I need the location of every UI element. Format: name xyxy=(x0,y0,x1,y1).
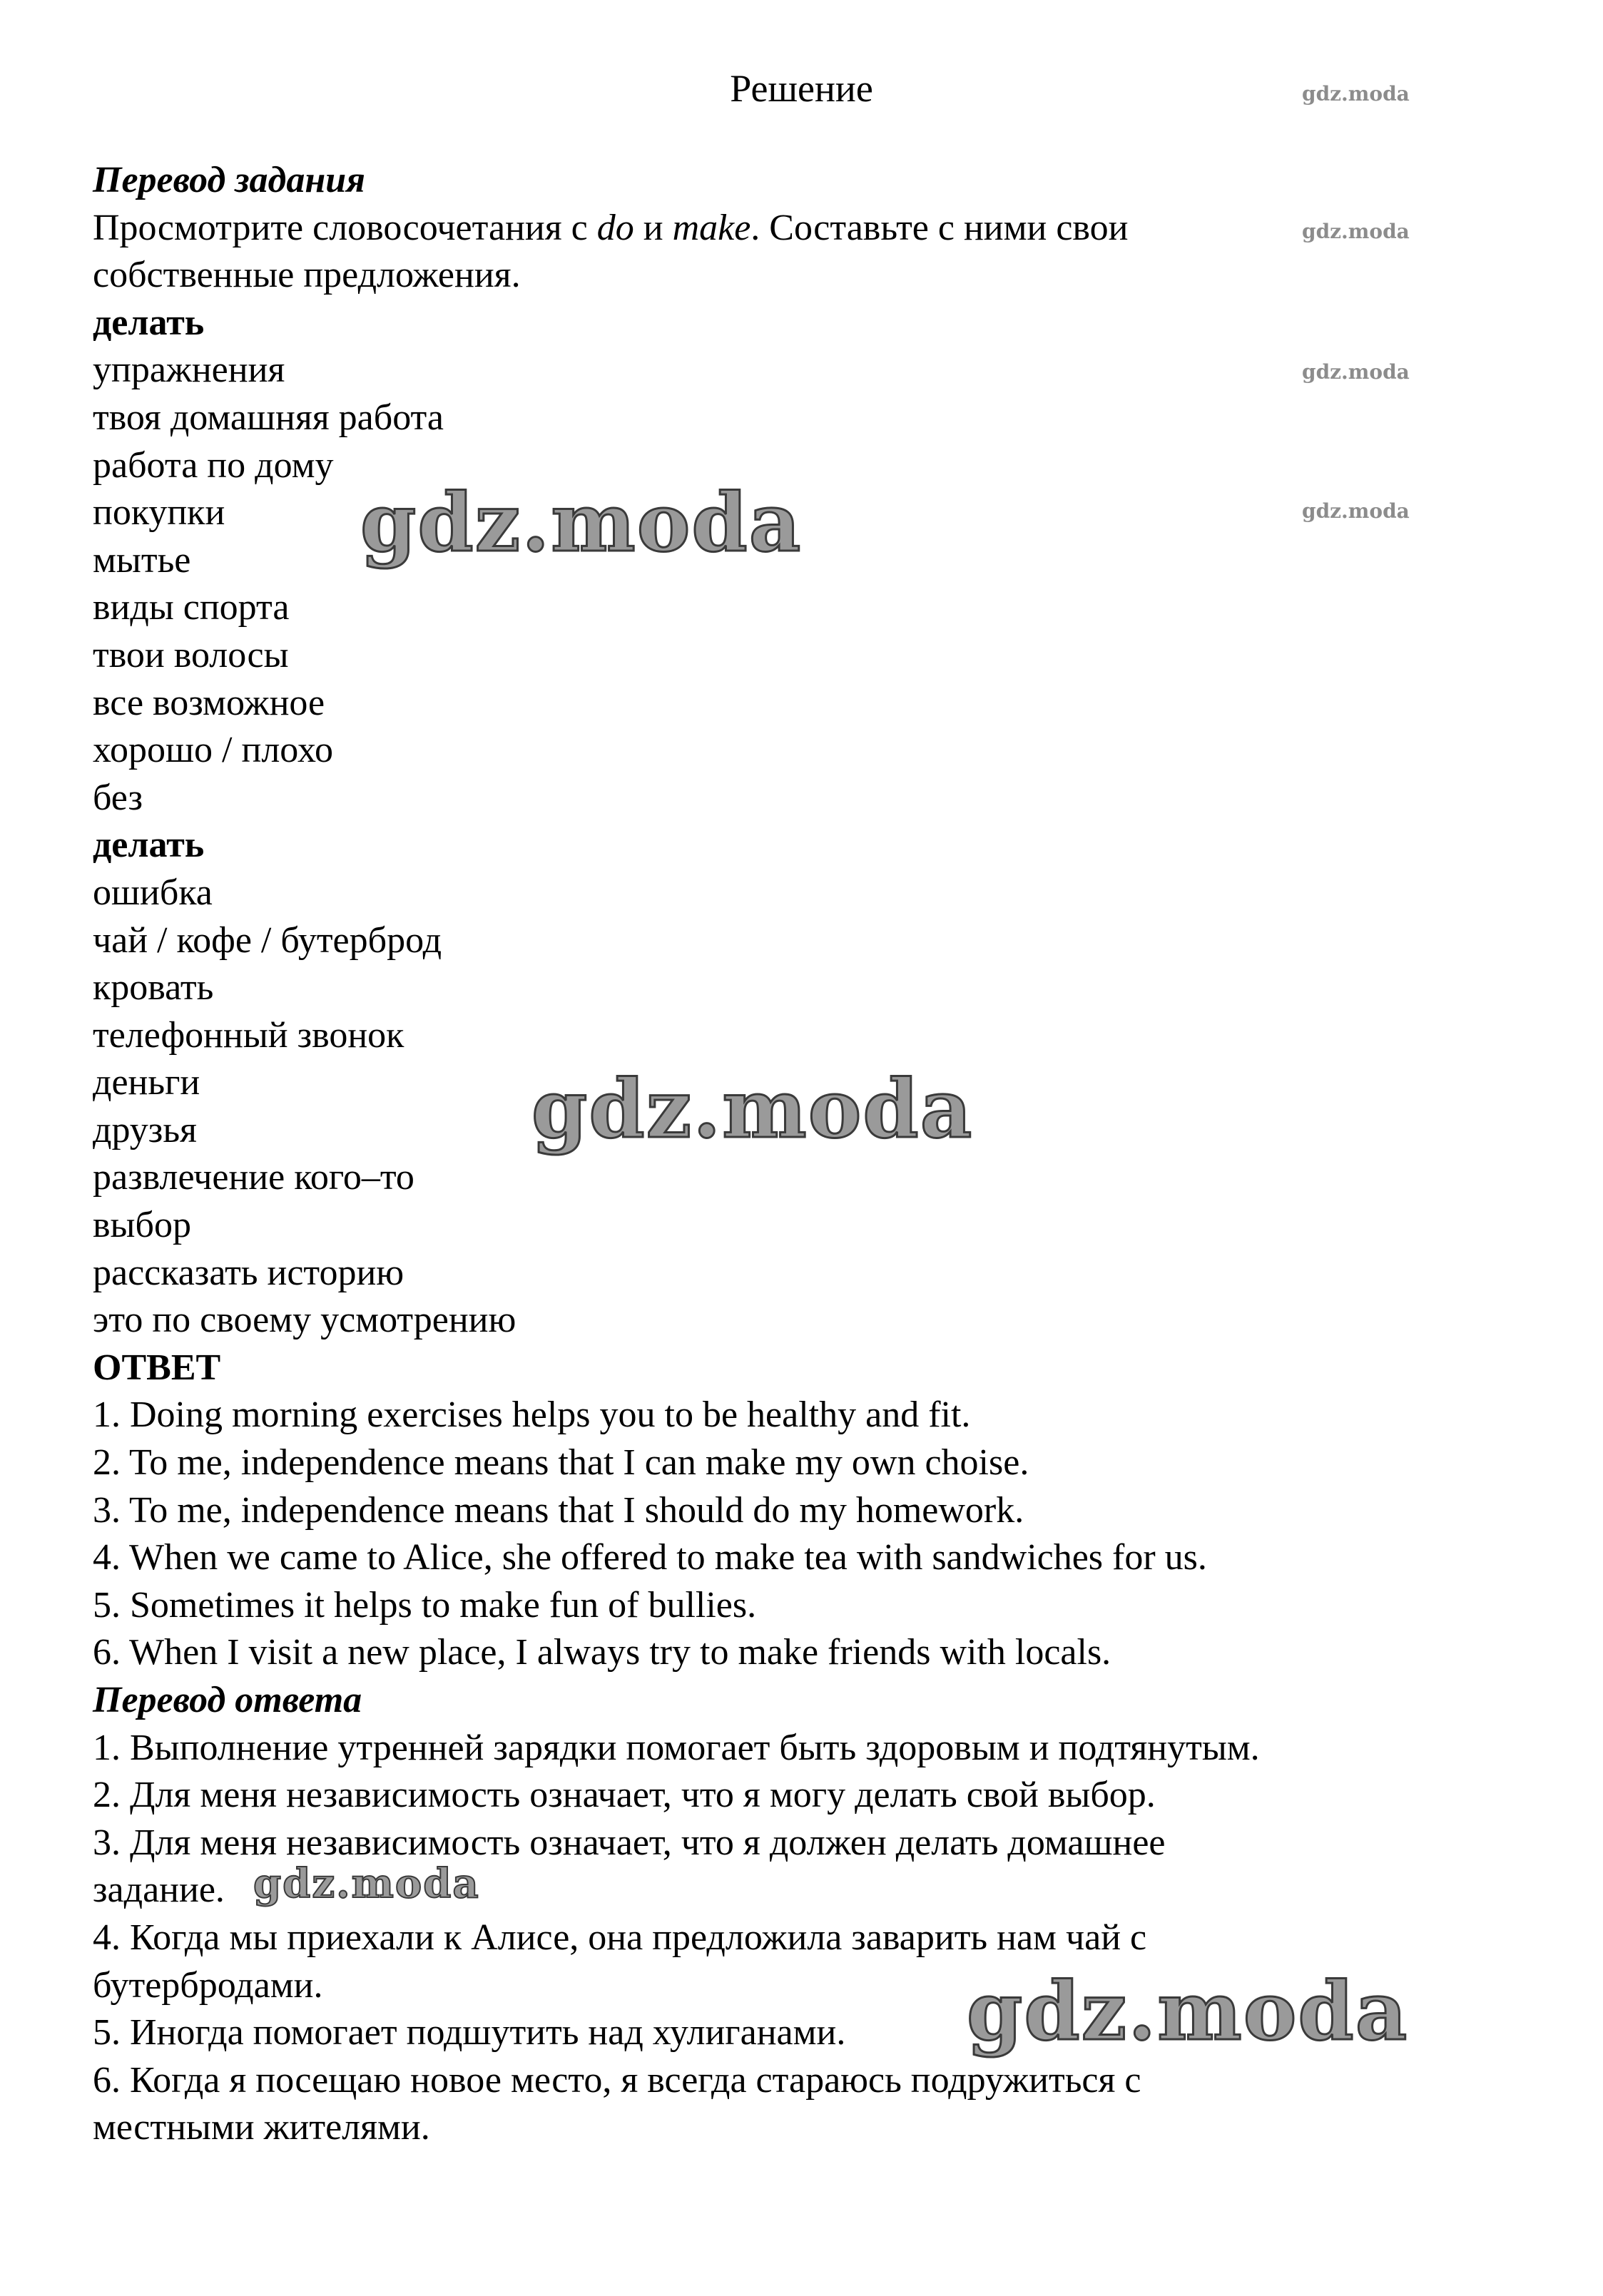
answer-item: 1. Doing morning exercises helps you to be healthy and fit. xyxy=(93,1394,971,1436)
task-instruction-line-2: собственные предложения. xyxy=(93,255,521,296)
do-heading: делать xyxy=(93,302,205,343)
translation-line: задание. xyxy=(93,1869,225,1911)
watermark-large: gdz.moda xyxy=(360,476,803,570)
do-item: твои волосы xyxy=(93,634,289,675)
do-item: работа по дому xyxy=(93,444,334,486)
do-item: твоя домашняя работа xyxy=(93,397,444,438)
translation-line: 6. Когда я посещаю новое место, я всегда стараюсь подружиться с xyxy=(93,2059,1141,2101)
watermark-small: gdz.moda xyxy=(1302,220,1410,243)
instruction-text-3: . Составьте с ними свои xyxy=(750,207,1129,248)
translation-line: 3. Для меня независимость означает, что я должен делать домашнее xyxy=(93,1822,1166,1863)
answer-heading: ОТВЕТ xyxy=(93,1347,221,1388)
do-item: виды спорта xyxy=(93,587,290,628)
make-item: чай / кофе / бутерброд xyxy=(93,919,442,961)
instruction-text-1: Просмотрите словосочетания с xyxy=(93,207,597,248)
make-item: рассказать историю xyxy=(93,1252,404,1293)
do-item: без xyxy=(93,777,143,818)
watermark-small: gdz.moda xyxy=(1302,82,1410,106)
make-item: кровать xyxy=(93,967,214,1009)
instruction-text-2: и xyxy=(633,207,673,248)
watermark-medium: gdz.moda xyxy=(253,1860,480,1907)
answer-item: 5. Sometimes it helps to make fun of bullies. xyxy=(93,1584,757,1626)
task-heading: Перевод задания xyxy=(93,160,365,200)
translation-line: 1. Выполнение утренней зарядки помогает быть здоровым и подтянутым. xyxy=(93,1727,1260,1768)
word-make: make xyxy=(672,207,751,248)
do-item: упражнения xyxy=(93,349,285,391)
watermark-large: gdz.moda xyxy=(967,1965,1409,2058)
make-item: развлечение кого–то xyxy=(93,1157,414,1198)
watermark-small: gdz.moda xyxy=(1302,499,1410,523)
do-item: мытье xyxy=(93,539,191,581)
translation-line: 2. Для меня независимость означает, что я могу делать свой выбор. xyxy=(93,1775,1156,1816)
answer-item: 4. When we came to Alice, she offered to make tea with sandwiches for us. xyxy=(93,1537,1207,1578)
translation-line: 4. Когда мы приехали к Алисе, она предложила заварить нам чай с xyxy=(93,1917,1147,1958)
make-item: ошибка xyxy=(93,872,213,913)
make-item: телефонный звонок xyxy=(93,1014,404,1056)
answer-translation-heading: Перевод ответа xyxy=(93,1680,362,1720)
make-item: друзья xyxy=(93,1109,197,1150)
translation-line: бутербродами. xyxy=(93,1964,323,2006)
make-item: выбор xyxy=(93,1205,191,1246)
watermark-large: gdz.moda xyxy=(531,1063,974,1156)
do-item: покупки xyxy=(93,492,225,534)
do-item: все возможное xyxy=(93,682,325,723)
answer-item: 3. To me, independence means that I should do my homework. xyxy=(93,1489,1024,1531)
page-title: Решение xyxy=(730,67,873,110)
do-item: хорошо / плохо xyxy=(93,730,334,771)
make-item: это по своему усмотрению xyxy=(93,1300,516,1341)
answer-item: 2. To me, independence means that I can make my own choise. xyxy=(93,1442,1029,1484)
answer-item: 6. When I visit a new place, I always try to make friends with locals. xyxy=(93,1632,1111,1673)
watermark-small: gdz.moda xyxy=(1302,360,1410,384)
task-instruction-line-1 xyxy=(93,205,1448,252)
translation-line: 5. Иногда помогает подшутить над хулиганами. xyxy=(93,2012,846,2053)
make-item: деньги xyxy=(93,1062,200,1103)
make-heading: делать xyxy=(93,825,205,866)
word-do: do xyxy=(596,207,634,248)
translation-line: местными жителями. xyxy=(93,2107,430,2148)
